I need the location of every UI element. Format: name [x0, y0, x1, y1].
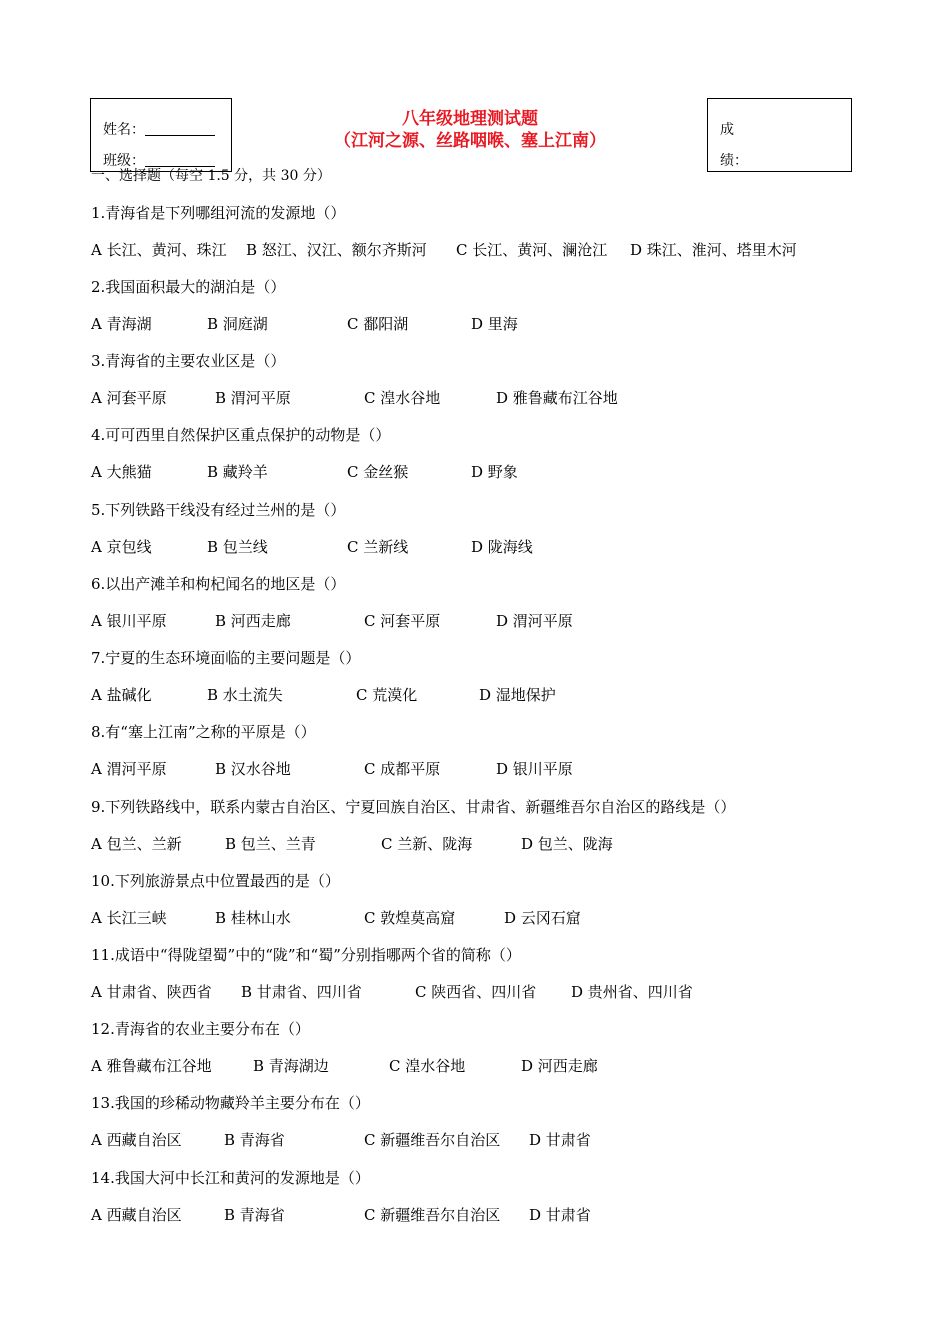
- answer-option[interactable]: A 包兰、兰新: [91, 835, 182, 853]
- answer-option[interactable]: B 渭河平原: [215, 389, 291, 407]
- answer-option[interactable]: A 京包线: [91, 538, 152, 556]
- question-stem: 12.青海省的农业主要分布在（）: [91, 1020, 310, 1038]
- answer-option[interactable]: C 敦煌莫高窟: [364, 909, 456, 927]
- question-stem: 7.宁夏的生态环境面临的主要问题是（）: [91, 649, 361, 667]
- answer-option[interactable]: A 西藏自治区: [91, 1131, 182, 1149]
- answer-option[interactable]: B 甘肃省、四川省: [241, 983, 362, 1001]
- answer-option[interactable]: C 新疆维吾尔自治区: [364, 1206, 501, 1224]
- question-stem: 2.我国面积最大的湖泊是（）: [91, 278, 286, 296]
- answer-option[interactable]: D 陇海线: [471, 538, 533, 556]
- class-blank[interactable]: [145, 152, 215, 167]
- question-stem: 14.我国大河中长江和黄河的发源地是（）: [91, 1169, 370, 1187]
- answer-option[interactable]: D 云冈石窟: [504, 909, 581, 927]
- question-stem: 10.下列旅游景点中位置最西的是（）: [91, 872, 340, 890]
- option-row: [91, 314, 851, 334]
- page-subtitle: （江河之源、丝路咽喉、塞上江南）: [334, 131, 606, 151]
- answer-option[interactable]: A 长江三峡: [91, 909, 167, 927]
- answer-option[interactable]: B 桂林山水: [215, 909, 291, 927]
- answer-option[interactable]: B 怒江、汉江、额尔齐斯河: [246, 241, 427, 259]
- student-info-box: [90, 98, 232, 172]
- answer-option[interactable]: A 河套平原: [91, 389, 167, 407]
- option-row: [91, 611, 851, 631]
- answer-option[interactable]: B 青海省: [224, 1131, 285, 1149]
- answer-option[interactable]: C 金丝猴: [347, 463, 409, 481]
- option-row: [91, 1056, 851, 1076]
- question-stem: 1.青海省是下列哪组河流的发源地（）: [91, 204, 346, 222]
- answer-option[interactable]: A 雅鲁藏布江谷地: [91, 1057, 212, 1075]
- question-stem: 11.成语中“得陇望蜀”中的“陇”和“蜀”分别指哪两个省的简称（）: [91, 946, 521, 964]
- option-row: [91, 685, 851, 705]
- answer-option[interactable]: A 西藏自治区: [91, 1206, 182, 1224]
- name-blank[interactable]: [145, 121, 215, 136]
- name-label: 姓名：: [103, 122, 145, 138]
- score-box: [707, 98, 852, 172]
- answer-option[interactable]: C 湟水谷地: [364, 389, 441, 407]
- answer-option[interactable]: A 长江、黄河、珠江: [91, 241, 227, 259]
- question-stem: 9.下列铁路线中，联系内蒙古自治区、宁夏回族自治区、甘肃省、新疆维吾尔自治区的路线是（）: [91, 798, 736, 816]
- option-row: [91, 982, 851, 1002]
- answer-option[interactable]: C 湟水谷地: [389, 1057, 466, 1075]
- section-heading: 一、选择题（每空 1.5 分，共 30 分）: [91, 168, 331, 184]
- answer-option[interactable]: A 渭河平原: [91, 760, 167, 778]
- answer-option[interactable]: D 珠江、淮河、塔里木河: [630, 241, 797, 259]
- question-stem: 8.有“塞上江南”之称的平原是（）: [91, 723, 316, 741]
- answer-option[interactable]: A 银川平原: [91, 612, 167, 630]
- name-row: [103, 119, 215, 139]
- answer-option[interactable]: D 湿地保护: [479, 686, 556, 704]
- answer-option[interactable]: D 贵州省、四川省: [571, 983, 693, 1001]
- answer-option[interactable]: D 里海: [471, 315, 518, 333]
- option-row: [91, 834, 851, 854]
- score-label-2: 绩：: [720, 153, 748, 169]
- answer-option[interactable]: A 盐碱化: [91, 686, 152, 704]
- option-row: [91, 462, 851, 482]
- answer-option[interactable]: B 包兰线: [207, 538, 268, 556]
- answer-option[interactable]: B 青海湖边: [253, 1057, 329, 1075]
- answer-option[interactable]: A 大熊猫: [91, 463, 152, 481]
- answer-option[interactable]: A 青海湖: [91, 315, 152, 333]
- answer-option[interactable]: C 荒漠化: [356, 686, 418, 704]
- answer-option[interactable]: D 甘肃省: [529, 1131, 591, 1149]
- answer-option[interactable]: B 水土流失: [207, 686, 283, 704]
- answer-option[interactable]: B 河西走廊: [215, 612, 291, 630]
- option-row: [91, 759, 851, 779]
- option-row: [91, 240, 851, 260]
- class-label: 班级：: [103, 153, 145, 169]
- answer-option[interactable]: B 洞庭湖: [207, 315, 268, 333]
- question-stem: 6.以出产滩羊和枸杞闻名的地区是（）: [91, 575, 346, 593]
- answer-option[interactable]: B 包兰、兰青: [225, 835, 316, 853]
- answer-option[interactable]: C 兰新、陇海: [381, 835, 473, 853]
- question-stem: 3.青海省的主要农业区是（）: [91, 352, 286, 370]
- question-stem: 5.下列铁路干线没有经过兰州的是（）: [91, 501, 346, 519]
- answer-option[interactable]: D 雅鲁藏布江谷地: [496, 389, 618, 407]
- answer-option[interactable]: C 成都平原: [364, 760, 441, 778]
- answer-option[interactable]: D 河西走廊: [521, 1057, 598, 1075]
- answer-option[interactable]: B 藏羚羊: [207, 463, 268, 481]
- page-title: 八年级地理测试题: [402, 109, 538, 129]
- question-stem: 4.可可西里自然保护区重点保护的动物是（）: [91, 426, 391, 444]
- answer-option[interactable]: A 甘肃省、陕西省: [91, 983, 212, 1001]
- answer-option[interactable]: C 新疆维吾尔自治区: [364, 1131, 501, 1149]
- question-stem: 13.我国的珍稀动物藏羚羊主要分布在（）: [91, 1094, 370, 1112]
- option-row: [91, 388, 851, 408]
- answer-option[interactable]: B 汉水谷地: [215, 760, 291, 778]
- answer-option[interactable]: D 包兰、陇海: [521, 835, 613, 853]
- answer-option[interactable]: B 青海省: [224, 1206, 285, 1224]
- option-row: [91, 537, 851, 557]
- option-row: [91, 908, 851, 928]
- answer-option[interactable]: C 陕西省、四川省: [415, 983, 537, 1001]
- score-label-1: 成: [720, 122, 734, 138]
- answer-option[interactable]: D 野象: [471, 463, 518, 481]
- answer-option[interactable]: C 河套平原: [364, 612, 441, 630]
- answer-option[interactable]: C 长江、黄河、澜沧江: [456, 241, 608, 259]
- option-row: [91, 1130, 851, 1150]
- answer-option[interactable]: D 甘肃省: [529, 1206, 591, 1224]
- answer-option[interactable]: C 鄱阳湖: [347, 315, 409, 333]
- answer-option[interactable]: C 兰新线: [347, 538, 409, 556]
- option-row: [91, 1205, 851, 1225]
- answer-option[interactable]: D 银川平原: [496, 760, 573, 778]
- answer-option[interactable]: D 渭河平原: [496, 612, 573, 630]
